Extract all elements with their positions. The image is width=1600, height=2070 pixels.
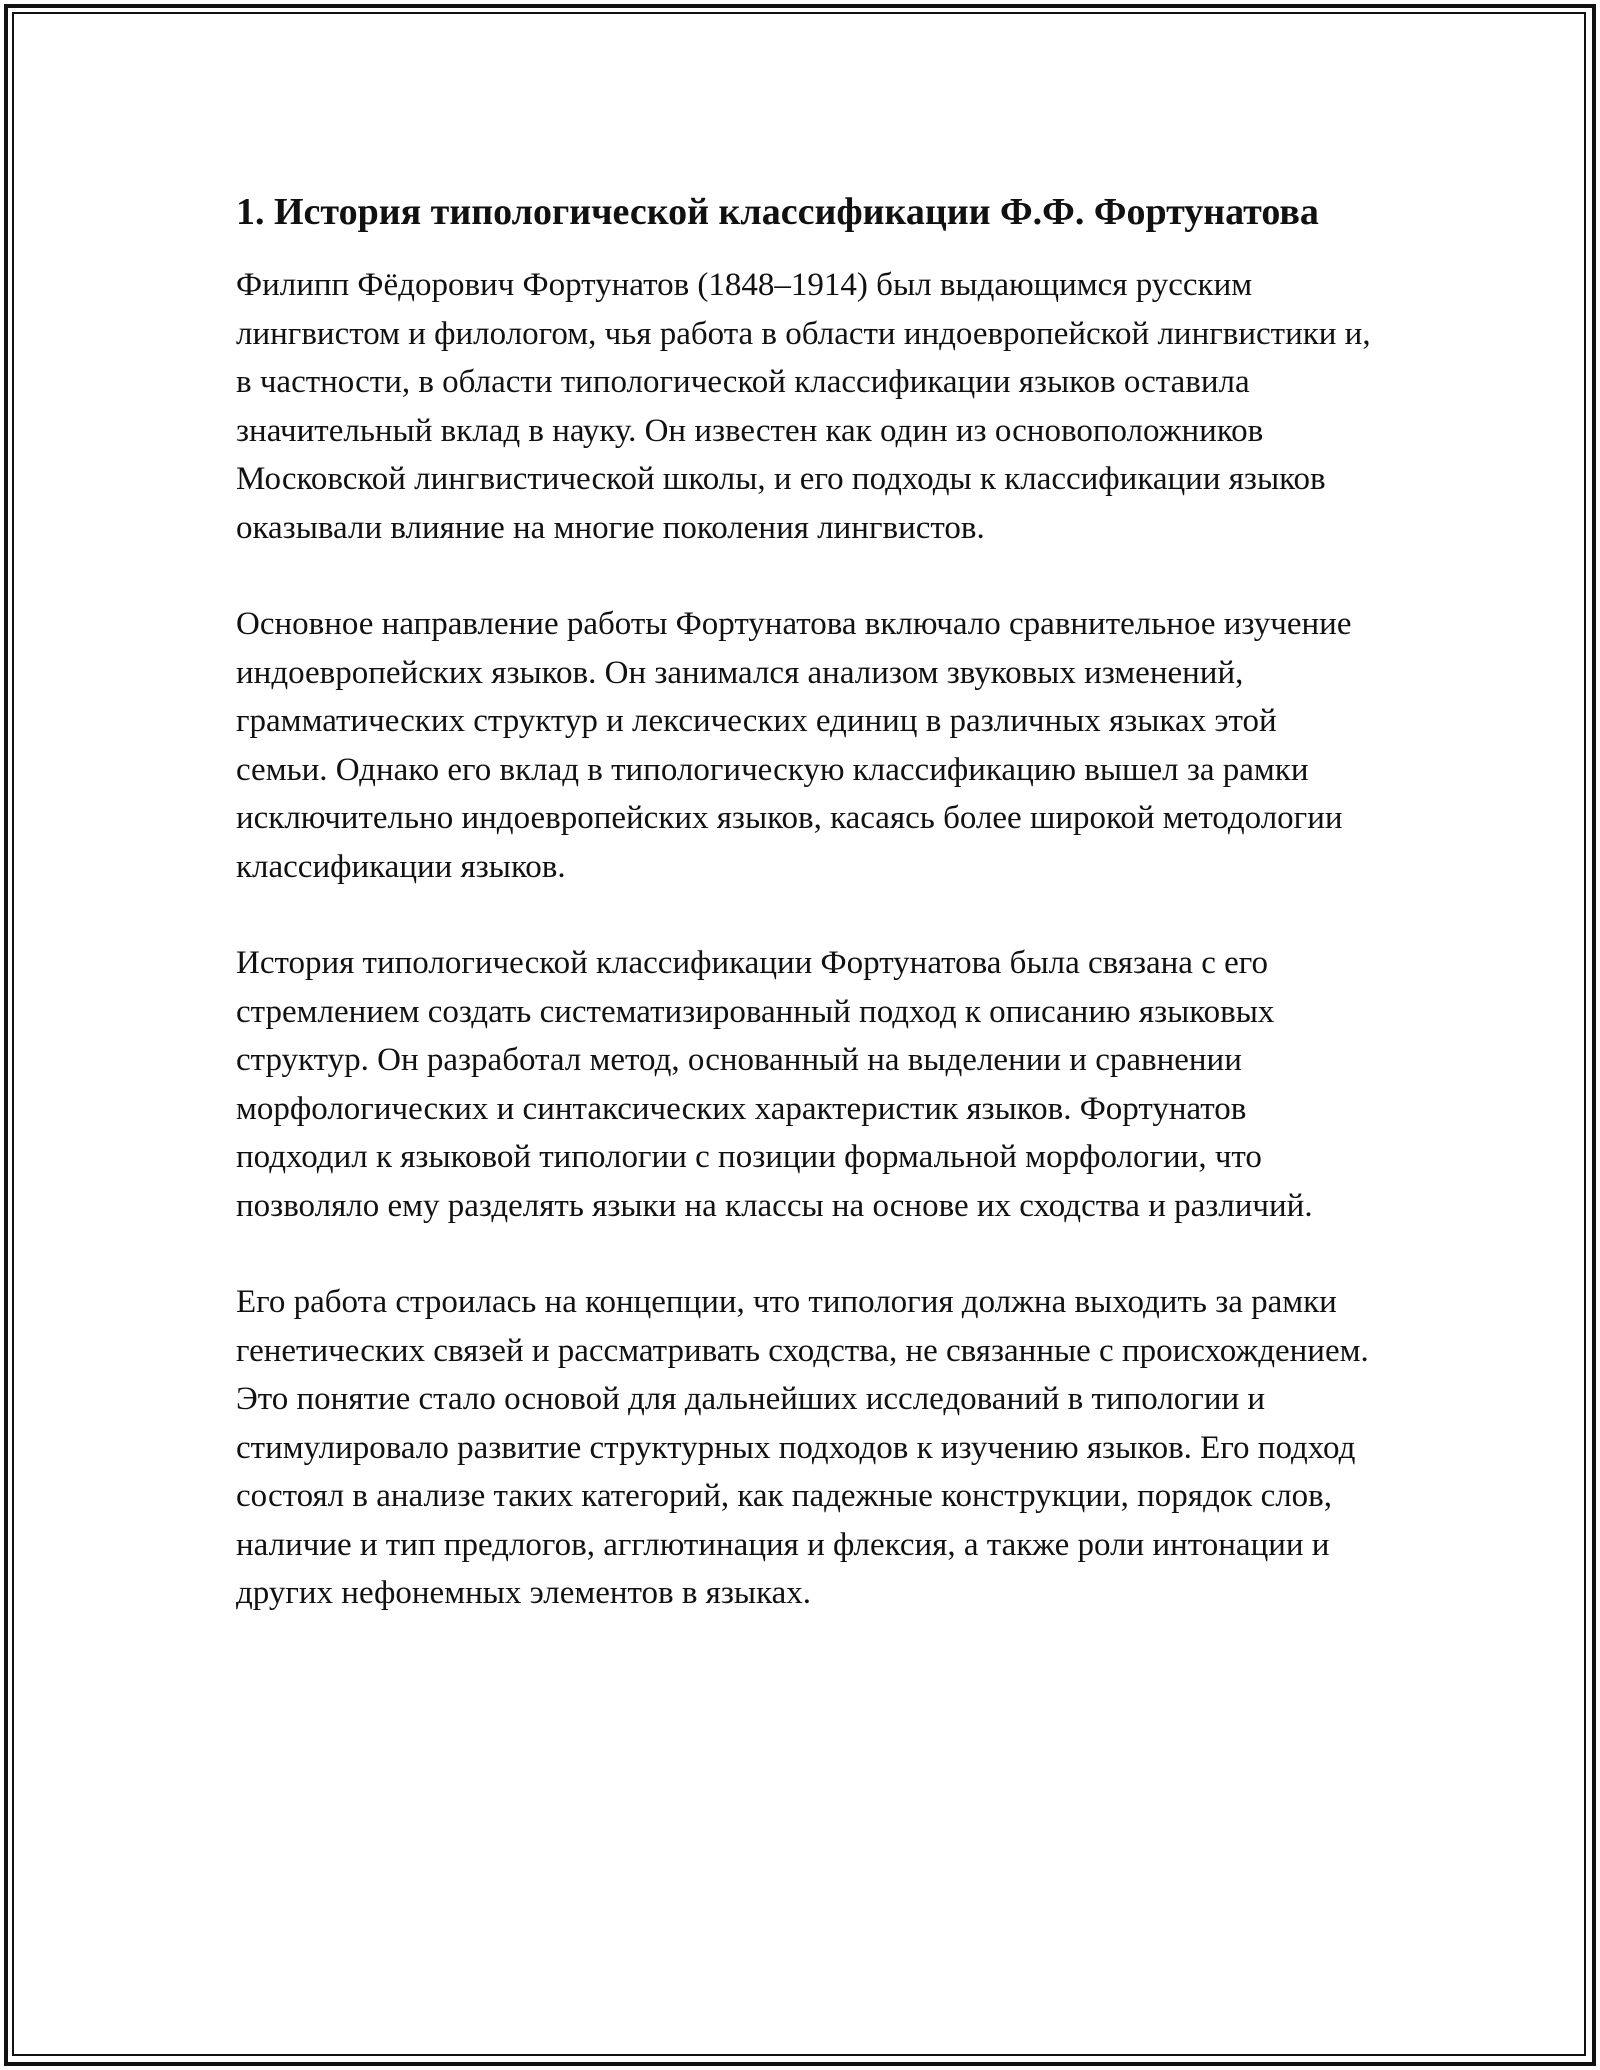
document-body bbox=[236, 185, 1376, 1618]
paragraph-4: Его работа строилась на концепции, что типология должна выходить за рамки генетических связей и рассматривать сходства, не связанные с происхождением. Это понятие стало основой для дальнейших исследований в типологии и стимулировало развитие структурных подходов к изучению языков. Его подход состоял в анализе таких категорий, как падежные конструкции, порядок слов, наличие и тип предлогов, агглютинация и флексия, а также роли интонации и других нефонемных элементов в языках. bbox=[236, 1284, 1369, 1611]
paragraph-1: Филипп Фёдорович Фортунатов (1848–1914) был выдающимся русским лингвистом и филологом, чья работа в области индоевропейской лингвистики и, в частности, в области типологической классификации языков оставила значительный вклад в науку. Он известен как один из основоположников Московской лингвистической школы, и его подходы к классификации языков оказывали влияние на многие поколения лингвистов. bbox=[236, 267, 1371, 546]
section-heading: 1. История типологической классификации Ф.Ф. Фортунатова bbox=[236, 191, 1319, 233]
paragraph-3: История типологической классификации Фортунатова была связана с его стремлением создать систематизированный подход к описанию языковых структур. Он разработал метод, основанный на выделении и сравнении морфологических и синтаксических характеристик языков. Фортунатов подходил к языковой типологии с позиции формальной морфологии, что позволяло ему разделять языки на классы на основе их сходства и различий. bbox=[236, 945, 1313, 1224]
paragraph-2: Основное направление работы Фортунатова включало сравнительное изучение индоевропейских языков. Он занимался анализом звуковых изменений, грамматических структур и лексических единиц в различных языках этой семьи. Однако его вклад в типологическую классификацию вышел за рамки исключительно индоевропейских языков, касаясь более широкой методологии классификации языков. bbox=[236, 606, 1352, 885]
